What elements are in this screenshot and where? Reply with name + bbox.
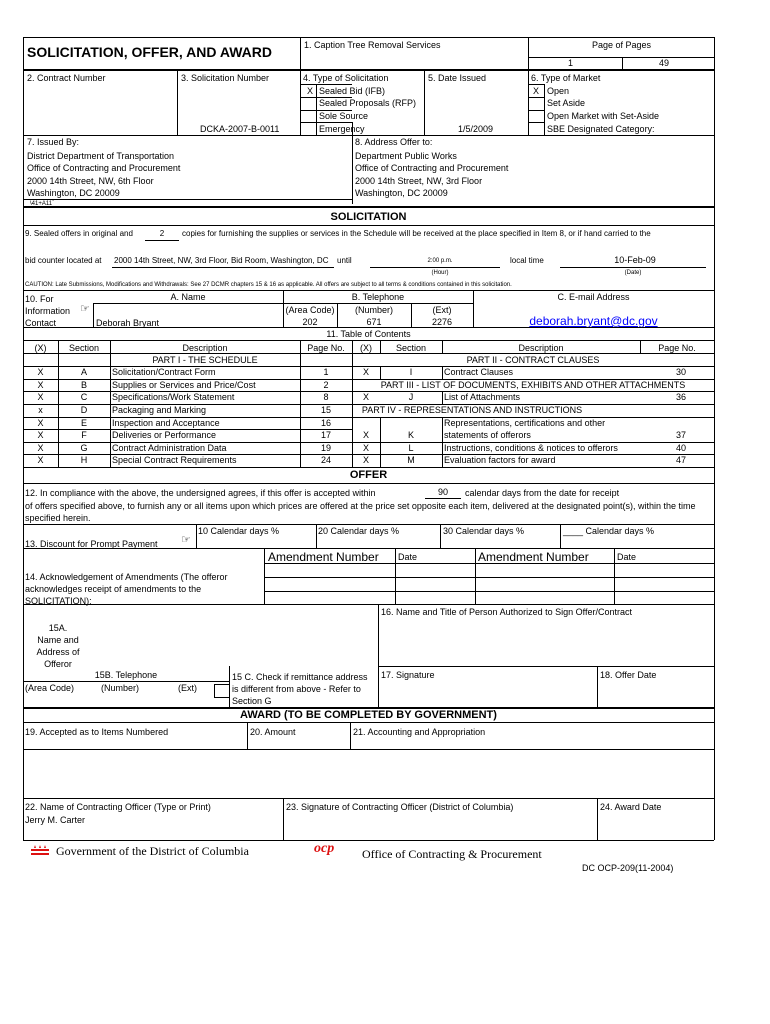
line-12-text-d: specified herein. (25, 513, 91, 523)
issued-small-code: \41+A11` (30, 201, 55, 207)
toc-left-page: 24 (320, 455, 331, 465)
pointing-hand-icon: ☞ (80, 303, 90, 315)
type-option-emergency: Emergency (319, 124, 365, 134)
toc-right-desc: Representations, certifications and other (444, 418, 606, 428)
offeror-area-code-label: (Area Code) (25, 683, 75, 693)
contact-name: Deborah Bryant (96, 318, 160, 328)
offeror-number-label: (Number) (101, 683, 140, 693)
remit-label-3: Section G (232, 696, 272, 706)
toc-right-x: X (362, 392, 369, 402)
type-option-sealed-proposals: Sealed Proposals (RFP) (319, 98, 417, 108)
toc-part-2: PART II - CONTRACT CLAUSES (466, 355, 600, 365)
discount-30-day[interactable]: 30 Calendar days % (443, 526, 525, 536)
amend-number-header-2: Amendment Number (478, 550, 589, 564)
toc-left-page: 16 (320, 418, 331, 428)
toc-left-sec: G (80, 443, 88, 453)
toc-header-section-left: Section (68, 343, 100, 353)
discount-10-day[interactable]: 10 Calendar days % (198, 526, 280, 536)
toc-title: 11. Table of Contents (326, 329, 411, 339)
remit-label-2: is different from above - Refer to (232, 684, 361, 694)
type-option-sealed-bid: Sealed Bid (IFB) (319, 86, 386, 96)
toc-left-page: 17 (320, 430, 331, 440)
issued-by-line-1: District Department of Transportation (27, 151, 175, 161)
accounting-label: 21. Accounting and Appropriation (353, 727, 486, 737)
line-12-text-a: 12. In compliance with the above, the undersigned agrees, if this offer is accepted within (25, 488, 376, 498)
toc-right-page: 37 (675, 430, 686, 440)
form-number: DC OCP-209(11-2004) (582, 863, 674, 873)
hour-caption: (Hour) (431, 270, 449, 276)
ocp-logo: ocp (314, 841, 335, 856)
solicitation-number-label: 3. Solicitation Number (181, 73, 270, 83)
line-9-text-b: copies for furnishing the supplies or services in the Schedule will be received at the place specified in Item 8, or if hand carried to the (182, 229, 651, 238)
receipt-time[interactable]: 2:00 p.m. (427, 258, 453, 264)
page-of-pages-label: Page of Pages (592, 40, 652, 50)
toc-left-sec: F (81, 430, 87, 440)
offeror-label-4: Offeror (44, 659, 72, 669)
address-line-3: 2000 14th Street, NW, 3rd Floor (355, 176, 483, 186)
issued-by-line-4: Washington, DC 20009 (27, 188, 120, 198)
toc-left-page: 15 (320, 405, 331, 415)
toc-header-x-right: (X) (360, 343, 372, 353)
issued-by-label: 7. Issued By: (27, 137, 80, 147)
toc-right-desc: statements of offerors (444, 430, 531, 440)
toc-header-page-right: Page No. (658, 343, 696, 353)
toc-left-desc: Special Contract Requirements (112, 455, 237, 465)
line-9-text-a: 9. Sealed offers in original and (25, 229, 133, 238)
date-issued-label: 5. Date Issued (428, 73, 487, 83)
amend-label-2: acknowledges receipt of amendments to the (25, 584, 202, 594)
offer-heading: OFFER (349, 469, 388, 481)
amend-number-header-1: Amendment Number (268, 550, 379, 564)
caution-text: CAUTION: Late Submissions, Modifications and Withdrawals: See 27 DCMR chapters 15 & 16 as applicable. All offers are subject to all terms & conditions contained in this solicitation. (25, 282, 512, 288)
market-checkbox-mark[interactable]: X (533, 86, 540, 96)
offeror-label-3: Address of (36, 647, 80, 657)
contact-name-label: A. Name (170, 292, 206, 302)
area-code-value: 202 (302, 317, 318, 327)
number-value: 671 (366, 317, 382, 327)
page-total: 49 (659, 58, 670, 68)
toc-right-page: 36 (675, 392, 686, 402)
toc-right-sec: J (408, 392, 414, 402)
toc-left-desc: Supplies or Services and Price/Cost (112, 380, 256, 390)
toc-part-4: PART IV - REPRESENTATIONS AND INSTRUCTIONS (361, 405, 583, 415)
discount-custom-day[interactable]: ____ Calendar days % (563, 526, 655, 536)
email-label: C. E-mail Address (557, 292, 630, 302)
offeror-telephone-label: 15B. Telephone (94, 670, 158, 680)
contracting-officer-label: 22. Name of Contracting Officer (Type or Print) (25, 802, 211, 812)
toc-right-sec: M (407, 455, 415, 465)
contact-label-2: Information (25, 306, 71, 316)
toc-header-section-right: Section (395, 343, 427, 353)
offeror-label-2: Name and (37, 635, 79, 645)
toc-header-description-left: Description (182, 343, 228, 353)
toc-left-x: X (37, 380, 44, 390)
toc-left-desc: Inspection and Acceptance (112, 418, 220, 428)
bid-counter-location[interactable]: 2000 14th Street, NW, 3rd Floor, Bid Room, Washington, DC (114, 256, 329, 265)
toc-left-sec: B (80, 380, 87, 390)
toc-left-sec: H (80, 455, 88, 465)
toc-part-3: PART III - LIST OF DOCUMENTS, EXHIBITS AND OTHER ATTACHMENTS (380, 380, 686, 390)
toc-right-x: X (362, 430, 369, 440)
remit-label-1: 15 C. Check if remittance address (232, 672, 368, 682)
toc-right-desc: Evaluation factors for award (444, 455, 556, 465)
acceptance-days[interactable]: 90 (437, 487, 448, 497)
type-checkbox-mark[interactable]: X (307, 86, 314, 96)
bid-counter-label: bid counter located at (25, 256, 102, 265)
market-option-open-market: Open Market with Set-Aside (547, 111, 660, 121)
until-label: until (337, 256, 352, 265)
address-offer-label: 8. Address Offer to: (355, 137, 433, 147)
type-option-sole-source: Sole Source (319, 111, 369, 121)
address-line-1: Department Public Works (355, 151, 457, 161)
toc-left-sec: A (80, 367, 87, 377)
offeror-label-1: 15A. (48, 623, 68, 633)
toc-left-sec: D (80, 405, 88, 415)
toc-right-page: 30 (675, 367, 686, 377)
date-issued: 1/5/2009 (458, 124, 494, 134)
solicitation-number: DCKA-2007-B-0011 (200, 124, 280, 134)
toc-right-sec: K (407, 430, 414, 440)
toc-header-description-right: Description (518, 343, 564, 353)
type-of-market-label: 6. Type of Market (531, 73, 601, 83)
toc-left-sec: E (80, 418, 87, 428)
local-time-label: local time (510, 256, 544, 265)
date-caption: (Date) (624, 270, 642, 276)
offer-date-label: 18. Offer Date (600, 670, 657, 680)
award-date-label: 24. Award Date (600, 802, 662, 812)
toc-left-desc: Packaging and Marking (112, 405, 207, 415)
copies-value[interactable]: 2 (159, 229, 165, 238)
line-12-text-b: calendar days from the date for receipt (465, 488, 620, 498)
email-link[interactable]: deborah.bryant@dc.gov (529, 314, 658, 328)
toc-right-sec: L (408, 443, 414, 453)
area-code-label: (Area Code) (285, 305, 335, 315)
telephone-label: B. Telephone (351, 292, 405, 302)
toc-right-desc: Contract Clauses (444, 367, 514, 377)
dc-flag-logo (31, 845, 49, 856)
office-name: Office of Contracting & Procurement (362, 847, 542, 861)
market-option-sbe: SBE Designated Category: (547, 124, 655, 134)
toc-left-page: 19 (320, 443, 331, 453)
toc-left-page: 1 (323, 367, 329, 377)
toc-left-page: 2 (323, 380, 329, 390)
issued-by-line-3: 2000 14th Street, NW, 6th Floor (27, 176, 154, 186)
toc-header-page-left: Page No. (307, 343, 345, 353)
toc-right-page: 40 (675, 443, 686, 453)
toc-right-x: X (362, 455, 369, 465)
toc-left-desc: Solicitation/Contract Form (112, 367, 216, 377)
toc-part-1: PART I - THE SCHEDULE (152, 355, 258, 365)
toc-left-x: X (37, 430, 44, 440)
toc-left-desc: Deliveries or Performance (112, 430, 217, 440)
offeror-ext-label: (Ext) (178, 683, 197, 693)
award-heading: AWARD (TO BE COMPLETED BY GOVERNMENT) (240, 709, 497, 721)
toc-right-page: 47 (675, 455, 686, 465)
caption-label: 1. Caption Tree Removal Services (304, 40, 441, 50)
toc-left-x: X (37, 392, 44, 402)
officer-signature-label: 23. Signature of Contracting Officer (District of Columbia) (286, 802, 514, 812)
ext-value: 2276 (431, 317, 453, 327)
amend-date-header-2: Date (617, 552, 637, 562)
market-option-open: Open (547, 86, 570, 96)
accepted-items-label: 19. Accepted as to Items Numbered (25, 727, 169, 737)
toc-left-page: 8 (323, 392, 329, 402)
toc-left-x: X (37, 367, 44, 377)
name-title-label: 16. Name and Title of Person Authorized to Sign Offer/Contract (381, 607, 632, 617)
solicitation-heading: SOLICITATION (330, 211, 407, 223)
contact-label-3: Contact (25, 318, 57, 328)
toc-left-desc: Specifications/Work Statement (112, 392, 235, 402)
number-label: (Number) (354, 305, 393, 315)
receipt-date[interactable]: 10-Feb-09 (614, 255, 656, 265)
line-12-text-c: of offers specified above, to furnish any or all items upon which prices are offered at the price set opposite each item, delivered at the designated point(s), within the time (25, 501, 696, 511)
toc-right-desc: Instructions, conditions & notices to offerors (444, 443, 618, 453)
contact-label-1: 10. For (25, 294, 54, 304)
form-title: SOLICITATION, OFFER, AND AWARD (27, 44, 272, 60)
toc-right-x: X (362, 367, 369, 377)
type-of-solicitation-label: 4. Type of Solicitation (303, 73, 389, 83)
market-option-set-aside: Set Aside (547, 98, 586, 108)
amount-label: 20. Amount (250, 727, 296, 737)
toc-left-sec: C (80, 392, 88, 402)
discount-label: 13. Discount for Prompt Payment (25, 539, 158, 549)
toc-left-x: X (37, 443, 44, 453)
toc-left-x: X (37, 455, 44, 465)
amend-label-1: 14. Acknowledgement of Amendments (The offeror (25, 572, 228, 582)
toc-right-x: X (362, 443, 369, 453)
remittance-checkbox[interactable] (214, 684, 230, 698)
ext-label: (Ext) (432, 305, 452, 315)
toc-left-desc: Contract Administration Data (112, 443, 227, 453)
issued-by-line-2: Office of Contracting and Procurement (27, 163, 181, 173)
amend-label-3: SOLICITATION): (25, 596, 92, 606)
amend-date-header-1: Date (398, 552, 418, 562)
toc-right-sec: I (409, 367, 413, 377)
address-line-4: Washington, DC 20009 (355, 188, 448, 198)
signature-label: 17. Signature (381, 670, 435, 680)
toc-header-x-left: (X) (34, 343, 47, 353)
contracting-officer-name: Jerry M. Carter (25, 815, 86, 825)
discount-20-day[interactable]: 20 Calendar days % (318, 526, 400, 536)
address-line-2: Office of Contracting and Procurement (355, 163, 509, 173)
contract-number-label: 2. Contract Number (27, 73, 106, 83)
toc-left-x: x (38, 405, 43, 415)
page-number: 1 (568, 58, 574, 68)
toc-right-desc: List of Attachments (444, 392, 521, 402)
discount-pointing-hand-icon: ☞ (181, 534, 191, 546)
government-name: Government of the District of Columbia (56, 844, 249, 858)
toc-left-x: X (37, 418, 44, 428)
